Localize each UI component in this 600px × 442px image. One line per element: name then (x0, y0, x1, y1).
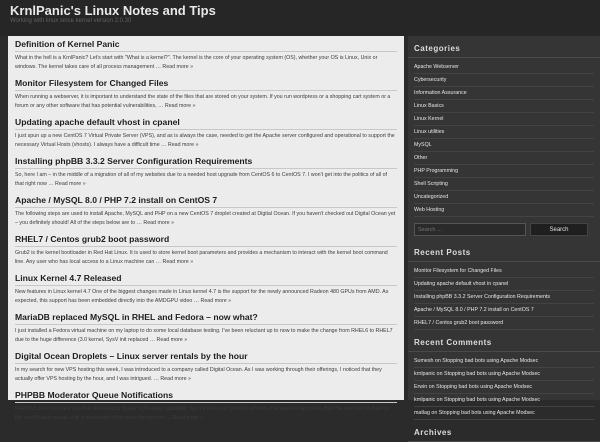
category-link[interactable]: Linux Kernel (414, 113, 594, 126)
recent-comment-link[interactable]: Erwin on Stopping bad bots using Apache Modsec (414, 381, 594, 394)
post (8, 231, 404, 270)
read-more-link[interactable]: Read more » (55, 181, 86, 187)
post-title[interactable]: Installing phpBB 3.3.2 Server Configuration Requirements (15, 153, 397, 169)
excerpt-text: Grub2 is the kernel bootloader in Red Hat Linux. It is used to store kernel boot parameters and provides a mechanism to interact with the kernel boot command line. Any user who has local access to a Linux machine can … (15, 250, 388, 265)
post (8, 270, 404, 309)
recent-comments-list (408, 355, 600, 420)
category-link[interactable]: PHP Programming (414, 165, 594, 178)
recent-comments-heading: Recent Comments (408, 330, 600, 352)
post (8, 153, 404, 192)
post-excerpt (15, 91, 397, 114)
recent-posts-list (408, 265, 600, 330)
site-description: Working with linux since kernel version 2.0.30 (10, 18, 132, 24)
post-excerpt (15, 130, 397, 153)
categories-list (408, 61, 600, 217)
post-excerpt (15, 208, 397, 231)
post-excerpt (15, 169, 397, 192)
post-excerpt (15, 247, 397, 270)
category-link[interactable]: Uncategorized (414, 191, 594, 204)
recent-post-link[interactable]: Apache / MySQL 8.0 / PHP 7.2 install on CentOS 7 (414, 304, 594, 317)
post-title[interactable]: Monitor Filesystem for Changed Files (15, 75, 397, 91)
archives-heading: Archives (408, 420, 600, 442)
recent-post-link[interactable]: Updating apache default vhost in cpanel (414, 278, 594, 291)
post-title[interactable]: Digital Ocean Droplets – Linux server rentals by the hour (15, 348, 397, 364)
read-more-link[interactable]: Read more » (162, 64, 194, 70)
read-more-link[interactable]: Read more » (143, 220, 175, 226)
category-link[interactable]: Cybersecurity (414, 74, 594, 87)
post-excerpt (15, 403, 397, 426)
post-title[interactable]: PHPBB Moderator Queue Notifications (15, 387, 397, 403)
excerpt-text: When running a webserver, it is important to understand the state of the files that are stored on your system. If you run wordpress or a shopping cart system or a forum or any other software that has potential vulnerabilities, … (15, 94, 391, 109)
category-link[interactable]: Apache Webserver (414, 61, 594, 74)
search-form (408, 217, 600, 240)
site-header (0, 0, 600, 36)
read-more-link[interactable]: Read more » (156, 337, 188, 343)
post-title[interactable]: Linux Kernel 4.7 Released (15, 270, 397, 286)
category-link[interactable]: Web Hosting (414, 204, 594, 217)
search-button[interactable]: Search (530, 223, 588, 236)
read-more-link[interactable]: Read more » (172, 415, 204, 421)
category-link[interactable]: Linux utilities (414, 126, 594, 139)
post-title[interactable]: Updating apache default vhost in cpanel (15, 114, 397, 130)
excerpt-text: I just spun up a new CentOS 7 Virtual Private Server (VPS), and as is always the case, needed to get the Apache server configured and operational to support the necessary Virtual Hosts (vhosts). I always have a difficult time … (15, 133, 395, 148)
category-link[interactable]: Linux Basics (414, 100, 594, 113)
recent-post-link[interactable]: RHEL7 / Centos grub2 boot password (414, 317, 594, 330)
read-more-link[interactable]: Read more » (160, 376, 191, 382)
excerpt-text: So, here I am – in the middle of a migration of all of my websites due to a needed host upgrade from CentOS 6 to CentOS 7. I won't get into the politics of all of that right now … (15, 172, 387, 187)
categories-heading: Categories (408, 36, 600, 58)
post (8, 114, 404, 153)
recent-post-link[interactable]: Monitor Filesystem for Changed Files (414, 265, 594, 278)
post-excerpt (15, 325, 397, 348)
post-excerpt (15, 52, 397, 75)
excerpt-text: PHPBB3 does not have a built-in moderation queue notification capability. So, if a new user posts in a forum that requires approval, then the post will sit there in the modification queue until a moderator either sees the icon on … (15, 406, 389, 421)
post-title[interactable]: RHEL7 / Centos grub2 boot password (15, 231, 397, 247)
recent-comment-link[interactable]: Sumesh on Stopping bad bots using Apache Modsec (414, 355, 594, 368)
category-link[interactable]: Information Assurance (414, 87, 594, 100)
posts-list (8, 36, 404, 421)
excerpt-text: The following steps are used to install Apache, MySQL and PHP on a new CentOS 7 droplet created at Digital Ocean. If you haven't checked out Digital Ocean yet – you definitely should! All of the steps below are to … (15, 211, 396, 226)
post-title[interactable]: Definition of Kernel Panic (15, 36, 397, 52)
excerpt-text: I just installed a Fedora virtual machine on my laptop to do some local database testing. I've been reluctant up to now to make the change from RHEL6 to RHEL7 due to the huge difference (3.0 kernel, SysV init replaced … (15, 328, 393, 343)
category-link[interactable]: Other (414, 152, 594, 165)
recent-comment-link[interactable]: krnlpanic on Stopping bad bots using Apache Modsec (414, 368, 594, 381)
excerpt-text: New features in Linux kernel 4.7 One of the biggest changes made in Linux kernel 4.7 is the support for the newly announced Radeon 480 GPUs from AMD. As expected, this support has been embedded directly into the AMDGPU video … (15, 289, 389, 304)
recent-comment-link[interactable]: matlag on Stopping bad bots using Apache Modsec (414, 407, 594, 420)
excerpt-text: In my search for new VPS hosting this week, I was introduced to a company called Digital Ocean. As I was working through their offerings, I noticed that they actually offer VPS hosting by the hour, and I was intrigued. … (15, 367, 382, 382)
recent-comment-link[interactable]: krnlpanic on Stopping bad bots using Apache Modsec (414, 394, 594, 407)
post-title[interactable]: MariaDB replaced MySQL in RHEL and Fedora – now what? (15, 309, 397, 325)
post-title[interactable]: Apache / MySQL 8.0 / PHP 7.2 install on CentOS 7 (15, 192, 397, 208)
site-title[interactable]: KrnlPanic's Linux Notes and Tips (10, 3, 216, 18)
search-input[interactable] (414, 223, 526, 236)
recent-posts-heading: Recent Posts (408, 240, 600, 262)
post (8, 36, 404, 75)
post (8, 309, 404, 348)
post (8, 192, 404, 231)
post (8, 348, 404, 387)
post (8, 387, 404, 426)
read-more-link[interactable]: Read more » (164, 103, 196, 109)
category-link[interactable]: MySQL (414, 139, 594, 152)
post-excerpt (15, 364, 397, 387)
read-more-link[interactable]: Read more » (200, 298, 232, 304)
excerpt-text: What in the hell is a KrnlPanic? Let's start with "What is a kernel?". The kernel is the core of your operating system (OS), whether your OS is Linux, Unix or windows. The kernel takes care of all process management … (15, 55, 378, 70)
sidebar (408, 36, 600, 437)
post (8, 75, 404, 114)
read-more-link[interactable]: Read more » (167, 142, 199, 148)
category-link[interactable]: Shell Scripting (414, 178, 594, 191)
post-excerpt (15, 286, 397, 309)
recent-post-link[interactable]: Installing phpBB 3.3.2 Server Configuration Requirements (414, 291, 594, 304)
read-more-link[interactable]: Read more » (162, 259, 194, 265)
